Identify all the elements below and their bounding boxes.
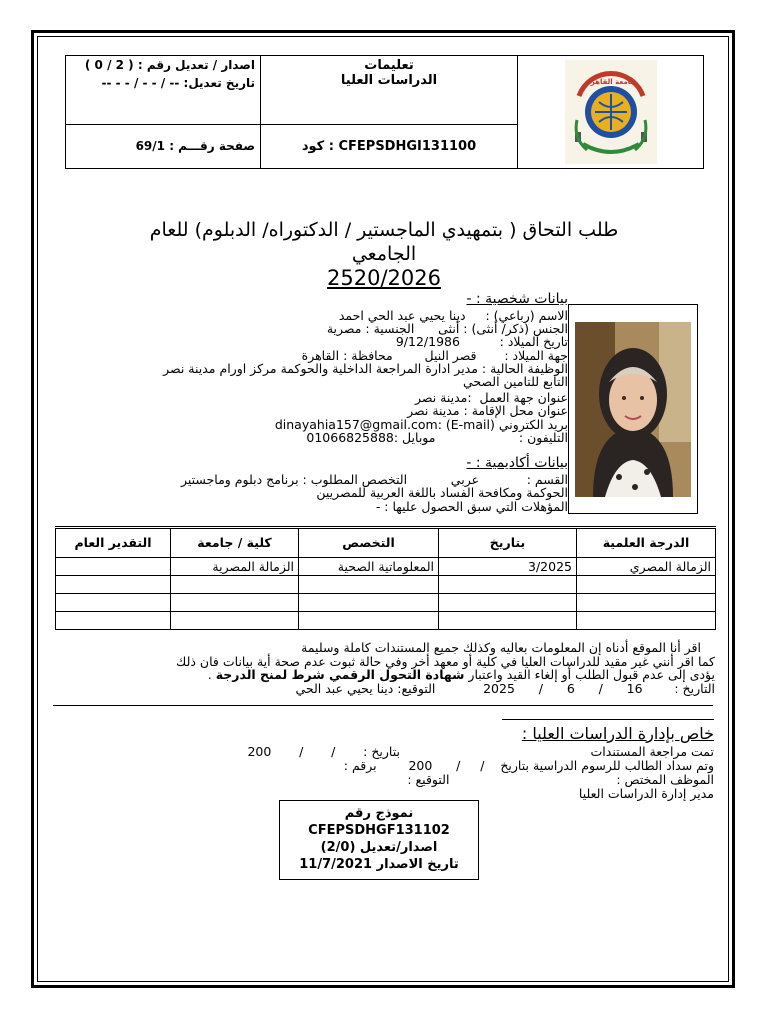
degrees-col-grade: التقدير العام — [56, 528, 171, 558]
code-label: CFEPSDHGI131100 : كود — [301, 138, 477, 154]
personal-line-birthdate: تاريخ الميلاد : 9/12/1986 — [395, 334, 568, 349]
personal-data-heading: بيانات شخصية : - — [466, 291, 568, 307]
form-number-box — [279, 800, 479, 880]
divider-line-short — [502, 719, 714, 720]
personal-line-phone: التليفون : موبايل :01066825888 — [306, 430, 568, 445]
declaration-date-signature: التاريخ : 16 / 6 / 2025 التوقيع: دينا يحيي عبد الحي — [295, 681, 715, 696]
table-cell: الزمالة المصرية — [171, 558, 299, 576]
page-number-label: صفحة رقـــم : 69/1 — [135, 139, 255, 154]
declaration-line2: كما اقر أنني غير مقيد للدراسات العليا في كلية أو معهد أخر وفي حالة ثبوت عدم صحة أية بيانات فان ذلك — [176, 654, 715, 669]
personal-line-job-cont: التابع للتامين الصحي — [462, 374, 568, 389]
degrees-header-row — [56, 528, 716, 558]
declaration-line3-pre: يؤدى إلى عدم قبول الطلب أو إلغاء القيد واعتبار — [464, 667, 715, 682]
admin-line-review-date: بتاريخ : / / 200 — [247, 744, 400, 759]
degrees-col-degree: الدرجة العلمية — [577, 528, 716, 558]
degrees-col-specialty: التخصص — [299, 528, 439, 558]
table-cell: 3/2025 — [439, 558, 577, 576]
university-logo-icon — [565, 60, 657, 164]
title-line1: طلب التحاق ( بتمهيدي الماجستير / الدكتوراه/ الدبلوم) للعام — [149, 219, 619, 241]
admin-line-review: تمت مراجعة المستندات — [590, 744, 714, 759]
table-cell — [56, 612, 171, 630]
instructions-line1: تعليمات — [364, 58, 414, 73]
logo-cell — [518, 56, 704, 169]
edit-date-label: تاريخ تعديل: -- / - - / - - -- — [101, 76, 255, 90]
personal-line-email: بريد الكتروني (E-mail) :dinayahia157@gmail.com — [274, 417, 568, 432]
instructions-cell — [261, 56, 518, 125]
academic-line-department: القسم : عربي التخصص المطلوب : برنامج دبلوم وماجستير — [180, 472, 568, 487]
table-cell — [171, 594, 299, 612]
table-cell — [171, 612, 299, 630]
declaration-line1: اقر أنا الموقع أدناه إن المعلومات بعاليه وكذلك جميع المستندات كاملة وسليمة — [301, 640, 701, 655]
table-row — [56, 594, 716, 612]
table-row — [56, 612, 716, 630]
declaration-line3-post: . — [207, 667, 216, 682]
table-cell — [439, 576, 577, 594]
table-cell — [299, 612, 439, 630]
degrees-col-date: بتاريخ — [439, 528, 577, 558]
form-version: اصدار/تعديل (2/0) — [320, 840, 438, 855]
table-cell — [171, 576, 299, 594]
table-cell — [299, 576, 439, 594]
form-title — [60, 218, 708, 266]
form-issue-date: تاريخ الاصدار 11/7/2021 — [299, 857, 459, 872]
table-cell: المعلوماتية الصحية — [299, 558, 439, 576]
personal-line-name: الاسم (رباعي) : دينا يحيي عبد الحي احمد — [338, 308, 568, 323]
page-number-cell — [66, 124, 261, 168]
admin-line-employee: الموظف المختص : التوقيع : — [407, 772, 714, 787]
personal-line-work-address: عنوان جهة العمل :مدينة نصر — [414, 390, 568, 405]
table-cell — [439, 594, 577, 612]
table-cell — [56, 594, 171, 612]
title-line2: الجامعي — [351, 243, 417, 265]
issue-label: اصدار / تعديل رقم : ( 2 / 0 ) — [84, 58, 255, 72]
declaration-line3 — [55, 668, 715, 681]
table-cell — [56, 576, 171, 594]
code-cell — [261, 124, 518, 168]
issue-info-cell — [66, 56, 261, 125]
degrees-col-college: كلية / جامعة — [171, 528, 299, 558]
table-row — [56, 576, 716, 594]
personal-line-home-address: عنوان محل الإقامة : مدينة نصر — [407, 403, 568, 418]
table-cell: الزمالة المصري — [577, 558, 716, 576]
academic-line-qualifications: المؤهلات التي سبق الحصول عليها : - — [375, 499, 568, 514]
logo-text: جامعة القاهرة — [586, 78, 635, 86]
admin-line-manager: مدير إدارة الدراسات العليا — [578, 786, 714, 801]
table-cell — [56, 558, 171, 576]
academic-data-heading: بيانات أكاديمية : - — [466, 455, 568, 471]
form-number-label: نموذج رقم — [344, 806, 414, 821]
divider-line — [53, 705, 713, 706]
academic-line-program: الحوكمة ومكافحة الفساد باللغة العربية للمصريين — [316, 485, 568, 500]
personal-line-birthplace: جهة الميلاد : قصر النيل محافظة : القاهرة — [301, 348, 568, 363]
table-row — [56, 558, 716, 576]
declaration-digital-cert: شهادة التحول الرقمي شرط لمنح الدرجة — [215, 667, 465, 682]
table-cell — [299, 594, 439, 612]
degrees-table — [55, 526, 716, 630]
personal-line-gender: الجنس (ذكر/ أنثى) : أنثى الجنسية : مصرية — [326, 321, 568, 336]
form-code: CFEPSDHGF131102 — [308, 823, 450, 838]
applicant-photo — [575, 322, 691, 497]
admin-section-heading: خاص بإدارة الدراسات العليا : — [521, 724, 714, 743]
document-header-table — [65, 55, 704, 169]
instructions-line2: الدراسات العليا — [340, 73, 438, 88]
table-cell — [577, 594, 716, 612]
personal-line-job: الوظيفة الحالية : مدير ادارة المراجعة الداخلية والحوكمة مركز اورام مدينة نصر — [163, 361, 568, 376]
table-cell — [577, 576, 716, 594]
table-cell — [439, 612, 577, 630]
academic-year: 2520/2026 — [327, 266, 441, 290]
admin-line-payment: وتم سداد الطالب للرسوم الدراسية بتاريخ / / 200 برقم : — [343, 758, 714, 773]
table-cell — [577, 612, 716, 630]
